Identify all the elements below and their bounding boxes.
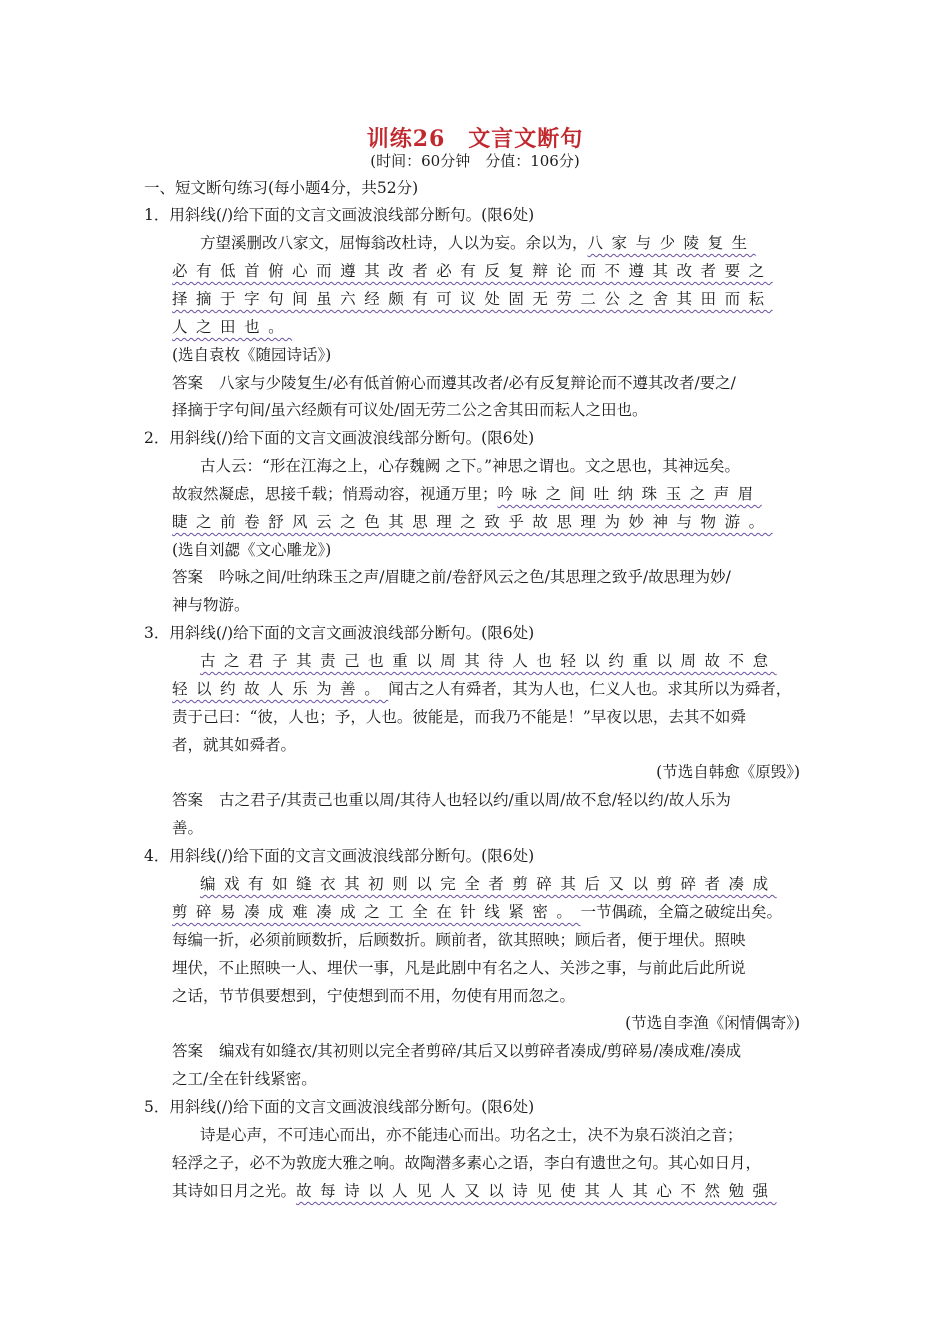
q4-answer-line-2: 之工/全在针线紧密。 (172, 1070, 317, 1088)
q2-text-line-1: 古人云：“形在江海之上，心存魏阙 之下。”神思之谓也。文之思也，其神远矣。 (200, 457, 741, 475)
q3-text-line-4: 者，就其如舜者。 (172, 736, 297, 754)
q4-answer-line-1 (172, 1041, 741, 1061)
q3-answer-text: 古之君子/其责己也重以周/其待人也轻以约/重以周/故不怠/轻以约/故人乐为 (219, 791, 731, 809)
q4-text-plain: 一节偶疏，全篇之破绽出矣。 (580, 903, 782, 921)
q3-text-line-3: 责于己曰：“彼，人也；予，人也。彼能是，而我乃不能是！”早夜以思，去其不如舜 (172, 708, 746, 726)
q2-prompt: 2．用斜线(/)给下面的文言文画波浪线部分断句。(限6处) (144, 429, 535, 447)
q1-text-line-1 (200, 233, 756, 253)
q1-answer-text: 八家与少陵复生/必有低首俯心而遵其改者/必有反复辩论而不遵其改者/要之/ (219, 374, 736, 392)
q3-wavy-segment: 轻以约故人乐为善。 (172, 680, 389, 698)
q3-answer-line-1 (172, 790, 731, 810)
q1-wavy-line-4: 人之田也。 (172, 318, 293, 336)
q4-text-line-2 (172, 902, 782, 922)
answer-label: 答案 (172, 1042, 204, 1060)
q5-wavy-segment: 故每诗以人见人又以诗见使其人其心不然勉强 (296, 1182, 777, 1200)
q1-text-plain: 方望溪删改八家文，屈悔翁改杜诗，人以为妄。余以为， (200, 234, 588, 252)
q4-wavy-segment: 剪碎易凑成难凑成之工全在针线紧密。 (172, 903, 581, 921)
answer-label: 答案 (172, 791, 204, 809)
q1-wavy-line-2: 必有低首俯心而遵其改者必有反复辩论而不遵其改者要之 (172, 262, 773, 280)
answer-label: 答案 (172, 374, 204, 392)
q5-text-line-1: 诗是心声，不可违心而出，亦不能违心而出。功名之士，决不为泉石淡泊之音； (200, 1126, 743, 1144)
q2-source: (选自刘勰《文心雕龙》) (172, 541, 332, 559)
q1-answer-line-2: 择摘于字句间/虽六经颇有可议处/固无劳二公之舍其田而耘人之田也。 (172, 401, 648, 419)
q3-answer-line-2: 善。 (172, 819, 204, 837)
q1-source: (选自袁枚《随园诗话》) (172, 346, 332, 364)
q4-wavy-line-1: 编戏有如缝衣其初则以完全者剪碎其后又以剪碎者凑成 (200, 875, 777, 893)
q2-text-plain: 故寂然凝虑，思接千载；悄焉动容，视通万里； (172, 485, 498, 503)
q2-text-line-2 (172, 484, 762, 504)
q4-text-line-4: 埋伏，不止照映一人、埋伏一事，凡是此剧中有名之人、关涉之事，与前此后此所说 (172, 959, 746, 977)
q2-answer-line-2: 神与物游。 (172, 596, 250, 614)
q2-wavy-segment: 吟咏之间吐纳珠玉之声眉 (497, 485, 762, 503)
q2-answer-line-1 (172, 567, 731, 587)
q3-text-line-2 (172, 679, 791, 699)
q3-text-plain: 闻古之人有舜者，其为人也，仁义人也。求其所以为舜者， (388, 680, 792, 698)
page-title: 训练26 文言文断句 (366, 126, 584, 152)
answer-label: 答案 (172, 568, 204, 586)
q3-source: (节选自韩愈《原毁》) (656, 763, 800, 781)
page-subtitle: (时间：60分钟 分值：106分) (370, 152, 580, 170)
q2-answer-text: 吟咏之间/吐纳珠玉之声/眉睫之前/卷舒风云之色/其思理之致乎/故思理为妙/ (219, 568, 731, 586)
q4-source: (节选自李渔《闲情偶寄》) (625, 1014, 800, 1032)
q2-wavy-line-3: 睫之前卷舒风云之色其思理之致乎故思理为妙神与物游。 (172, 513, 773, 531)
q5-text-line-2: 轻浮之子，必不为敦庞大雅之响。故陶潜多素心之语，李白有遗世之句。其心如日月， (172, 1154, 762, 1172)
q1-answer-line-1 (172, 373, 736, 393)
q5-text-plain: 其诗如日月之光。 (172, 1182, 297, 1200)
q5-text-line-3 (172, 1181, 777, 1201)
q1-wavy-segment: 八家与少陵复生 (587, 234, 756, 252)
q4-text-line-5: 之话，节节俱要想到，宁使想到而不用，勿使有用而忽之。 (172, 987, 576, 1005)
q1-wavy-line-3: 择摘于字句间虽六经颇有可议处固无劳二公之舍其田而耘 (172, 290, 773, 308)
q4-answer-text: 编戏有如缝衣/其初则以完全者剪碎/其后又以剪碎者凑成/剪碎易/凑成难/凑成 (219, 1042, 742, 1060)
q5-prompt: 5．用斜线(/)给下面的文言文画波浪线部分断句。(限6处) (144, 1098, 535, 1116)
section-heading: 一、短文断句练习(每小题4分，共52分) (144, 179, 419, 197)
q1-prompt: 1．用斜线(/)给下面的文言文画波浪线部分断句。(限6处) (144, 206, 535, 224)
q4-text-line-3: 每编一折，必须前顾数折，后顾数折。顾前者，欲其照映；顾后者，便于埋伏。照映 (172, 931, 746, 949)
q3-wavy-line-1: 古之君子其责己也重以周其待人也轻以约重以周故不怠 (200, 652, 777, 670)
q3-prompt: 3．用斜线(/)给下面的文言文画波浪线部分断句。(限6处) (144, 624, 535, 642)
q4-prompt: 4．用斜线(/)给下面的文言文画波浪线部分断句。(限6处) (144, 847, 535, 865)
